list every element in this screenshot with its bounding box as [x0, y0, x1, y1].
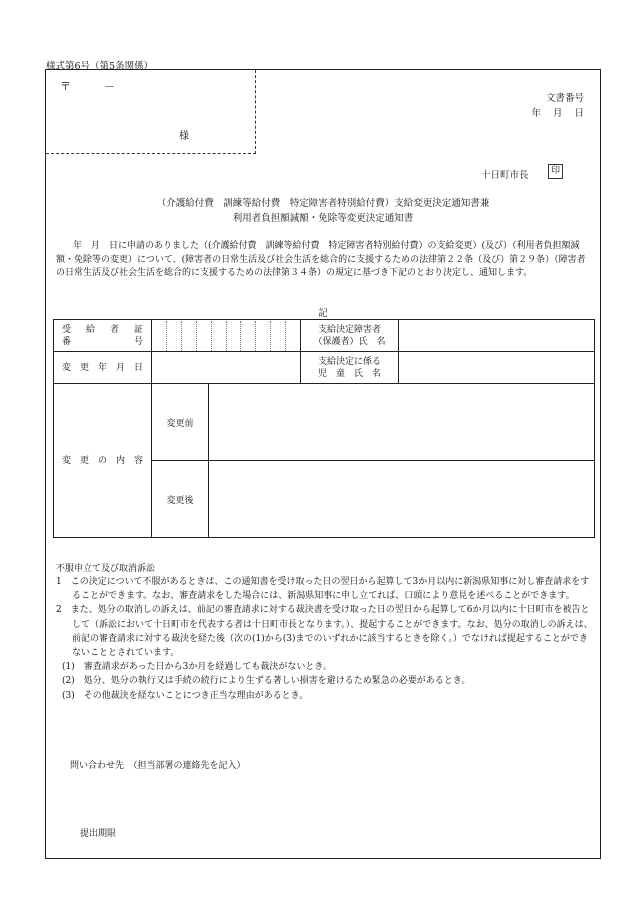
doc-date-label: 年 月 日: [531, 108, 584, 119]
child-label: [301, 352, 399, 384]
appeal-heading: 不服申立て及び取消訴訟: [56, 564, 156, 574]
recipient-number-cells[interactable]: [152, 320, 301, 352]
intro-paragraph: 年 月 日に申請のありました（(介護給付費 訓練等給付費 特定障害者特別給付費）の支給変更）(及び）（利用者負担額減額・免除等の変更）について、(障害者の日常生活及び社会生活を総合的に支援するための法律第２２条（及び）第２９条）（障害者の日常生活及び社会生活を総合的に支援するための法律第３４条）の規定に基づき下記のとおり決定し、通知します。: [56, 241, 586, 278]
before-field[interactable]: [209, 384, 595, 461]
decision-table: [53, 319, 595, 538]
guardian-name-field[interactable]: [399, 320, 595, 352]
change-date-label: 変 更 年 月 日: [54, 352, 152, 384]
form-number: 様式第6号（第5条関係）: [46, 61, 154, 72]
recipient-number-label-line1: 受 給 者 証: [62, 324, 143, 335]
document-frame: [45, 69, 601, 859]
honorific-sama: 様: [179, 131, 189, 142]
guardian-label-line1: 支給決定障害者: [317, 324, 381, 335]
guardian-label-line2: （保護者）氏 名: [313, 336, 386, 347]
after-label: 変更後: [152, 461, 209, 538]
appeal-paragraph-2: 2 また、処分の取消しの訴えは、前記の審査請求に対する裁決書を受け取った日の翌日から起算して6か月以内に十日町市を被告として（訴訟において十日町市を代表する者は十日町市長となります。）、提起することができます。なお、処分の取消しの訴えは、前記の審査請求に対する裁決を経た後（次の(1)から(3)までのいずれかに該当するときを除く。）でなければ提起することができないこととされています。: [56, 605, 593, 659]
deadline-label: 提出期限: [80, 829, 117, 839]
change-date-field[interactable]: [152, 352, 301, 384]
child-label-line1: 支給決定に係る: [317, 356, 381, 367]
doc-title-line1: （介護給付費 訓練等給付費 特定障害者特別給付費）支給変更決定通知書兼: [156, 198, 490, 209]
doc-number-label: 文書番号: [545, 93, 584, 104]
appeal-item-2: (2) 処分、処分の執行又は手続の続行により生ずる著しい損害を避けるため緊急の必要があるとき。: [62, 676, 471, 687]
appeal-section: [56, 575, 594, 703]
child-label-line2: 児 童 氏 名: [317, 368, 381, 379]
recipient-number-label-line2: 番 号: [62, 336, 143, 347]
child-name-field[interactable]: [399, 352, 595, 384]
postal-dash: －: [104, 80, 115, 93]
contact-label: 問い合わせ先 （担当部署の連絡先を記入）: [70, 761, 246, 771]
change-content-label: 変 更 の 内 容: [54, 384, 152, 538]
seal-stamp: 印: [548, 164, 563, 179]
address-box[interactable]: [46, 70, 256, 154]
recipient-number-label: [54, 320, 152, 352]
appeal-item-3: (3) その他裁決を経ないことにつき正当な理由があるとき。: [62, 690, 309, 701]
appeal-paragraph-1: 1 この決定について不服があるときは、この通知書を受け取った日の翌日から起算して3か月以内に新潟県知事に対し審査請求をすることができます。なお、審査請求をした場合には、新潟県知事に申し立てれば、口頭により意見を述べることができます。: [56, 577, 590, 602]
appeal-item-1: (1) 審査請求があった日から3か月を経過しても裁決がないとき。: [62, 662, 333, 673]
doc-title-line2: 利用者負担額減額・免除等変更決定通知書: [232, 213, 414, 224]
after-field[interactable]: [209, 461, 595, 538]
ki-heading: 記: [318, 308, 328, 319]
guardian-label: [301, 320, 399, 352]
before-label: 変更前: [152, 384, 209, 461]
postal-mark: 〒: [60, 80, 71, 93]
mayor-name: 十日町市長: [481, 170, 529, 181]
